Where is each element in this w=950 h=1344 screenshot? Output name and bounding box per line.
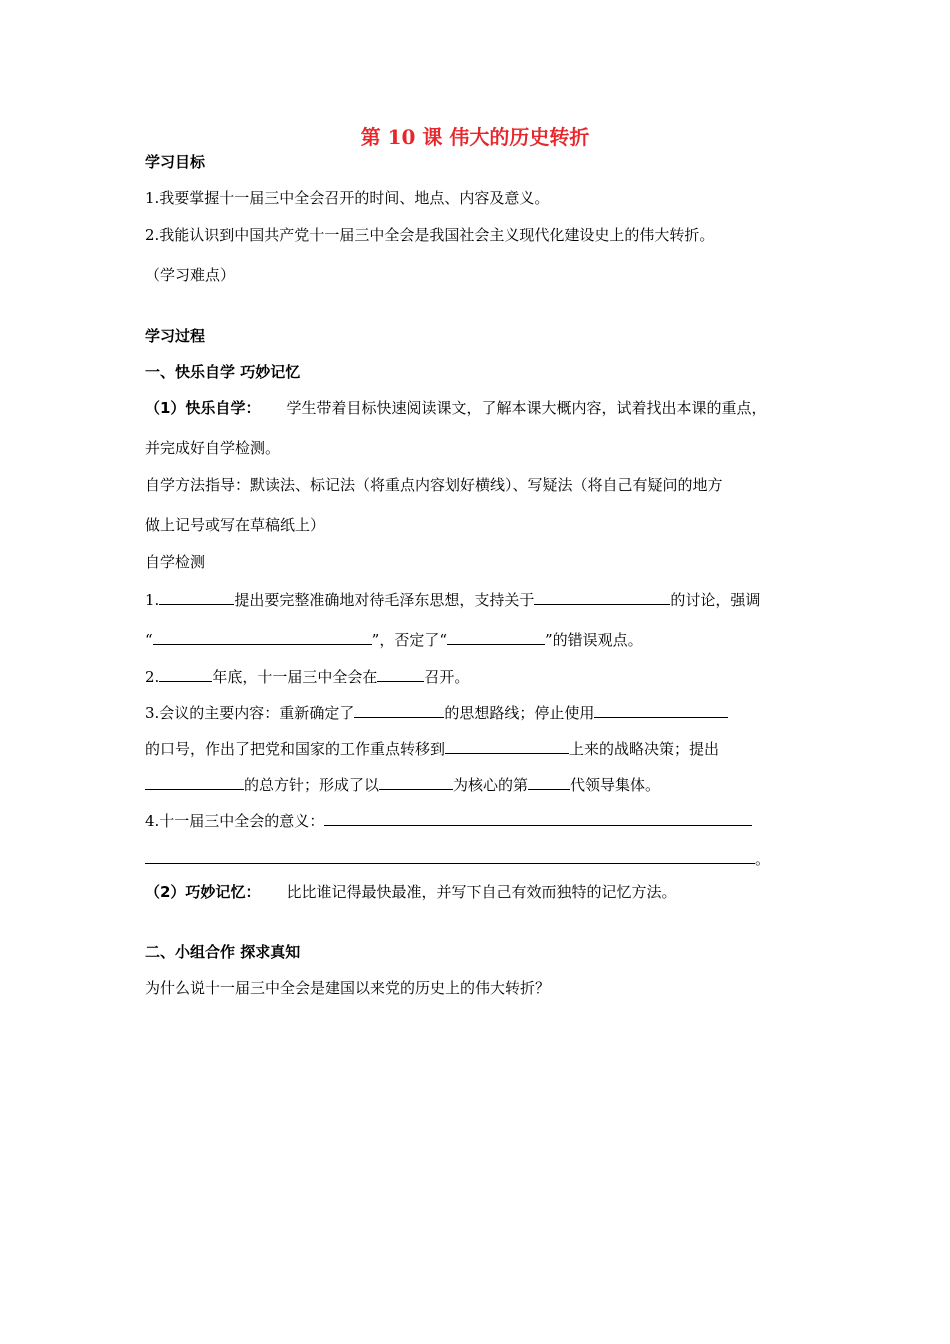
method-line-2: 做上记号或写在草稿纸上） [145,516,326,534]
question-3-line-2 [145,738,719,759]
part-2-label: （2）巧妙记忆： [145,883,261,901]
q2-blank-1[interactable] [159,666,212,682]
page-title: 第 10 课 伟大的历史转折 [360,125,590,149]
q2-text-1: 年底，十一届三中全会在 [212,668,378,686]
q3-text-1: 3.会议的主要内容：重新确定了 [145,704,355,722]
q2-text-2: 召开。 [424,668,470,686]
discussion-question: 为什么说十一届三中全会是建国以来党的历史上的伟大转折？ [145,979,551,997]
method-line-1: 自学方法指导：默读法、标记法（将重点内容划好横线）、写疑法（将自己有疑问的地方 [145,476,723,494]
q3-blank-3[interactable] [445,738,569,754]
q3-blank-4[interactable] [145,774,244,790]
q4-blank-1[interactable] [324,810,752,826]
q1-blank-2[interactable] [534,589,670,605]
goals-heading: 学习目标 [145,153,206,171]
question-1-line-1 [145,589,760,610]
part-1-continuation: 并完成好自学检测。 [145,439,281,457]
q1-text-4: ”的错误观点。 [545,631,643,649]
q3-text-7: 代领导集体。 [570,776,661,794]
q1-number: 1. [145,591,160,609]
process-heading: 学习过程 [145,327,206,345]
q1-blank-1[interactable] [159,589,234,605]
q1-open-quote: “ [145,631,153,649]
goal-item-1: 1.我要掌握十一届三中全会召开的时间、地点、内容及意义。 [145,189,550,207]
q4-text: 4.十一届三中全会的意义： [145,812,325,830]
q3-text-3: 的口号，作出了把党和国家的工作重点转移到 [145,740,446,758]
q3-text-5: 的总方针；形成了以 [244,776,380,794]
question-2-line [145,666,469,687]
section-1-heading: 一、快乐自学 巧妙记忆 [145,363,301,381]
goal-item-2: 2.我能认识到中国共产党十一届三中全会是我国社会主义现代化建设史上的伟大转折。 [145,226,715,244]
part-2-line [145,882,676,902]
q3-blank-5[interactable] [379,774,453,790]
q3-blank-2[interactable] [594,702,728,718]
question-3-line-1 [145,702,728,723]
self-check-heading: 自学检测 [145,553,206,571]
part-1-label: （1）快乐自学： [145,399,261,417]
q1-text-3: ”，否定了“ [371,631,448,649]
section-2-heading: 二、小组合作 探求真知 [145,943,301,961]
q3-blank-6[interactable] [528,774,570,790]
q3-text-2: 的思想路线；停止使用 [444,704,595,722]
q3-blank-1[interactable] [354,702,444,718]
q3-text-6: 为核心的第 [453,776,529,794]
q3-text-4: 上来的战略决策；提出 [569,740,720,758]
question-4-line-2 [145,848,770,869]
part-1-text: 学生带着目标快速阅读课文，了解本课大概内容，试着找出本课的重点， [286,399,767,417]
q1-text-2: 的讨论，强调 [670,591,761,609]
q1-blank-3[interactable] [153,629,372,645]
goal-note: （学习难点） [145,266,236,284]
part-1-line [145,398,766,418]
q1-blank-4[interactable] [447,629,545,645]
question-3-line-3 [145,774,660,795]
q4-end: 。 [755,850,771,868]
part-2-text: 比比谁记得最快最准，并写下自己有效而独特的记忆方法。 [286,883,677,901]
question-4-line-1 [145,810,752,831]
q2-number: 2. [145,668,160,686]
q4-blank-2[interactable] [145,848,755,864]
q2-blank-2[interactable] [377,666,424,682]
q1-text-1: 提出要完整准确地对待毛泽东思想，支持关于 [234,591,535,609]
question-1-line-2 [145,629,643,650]
